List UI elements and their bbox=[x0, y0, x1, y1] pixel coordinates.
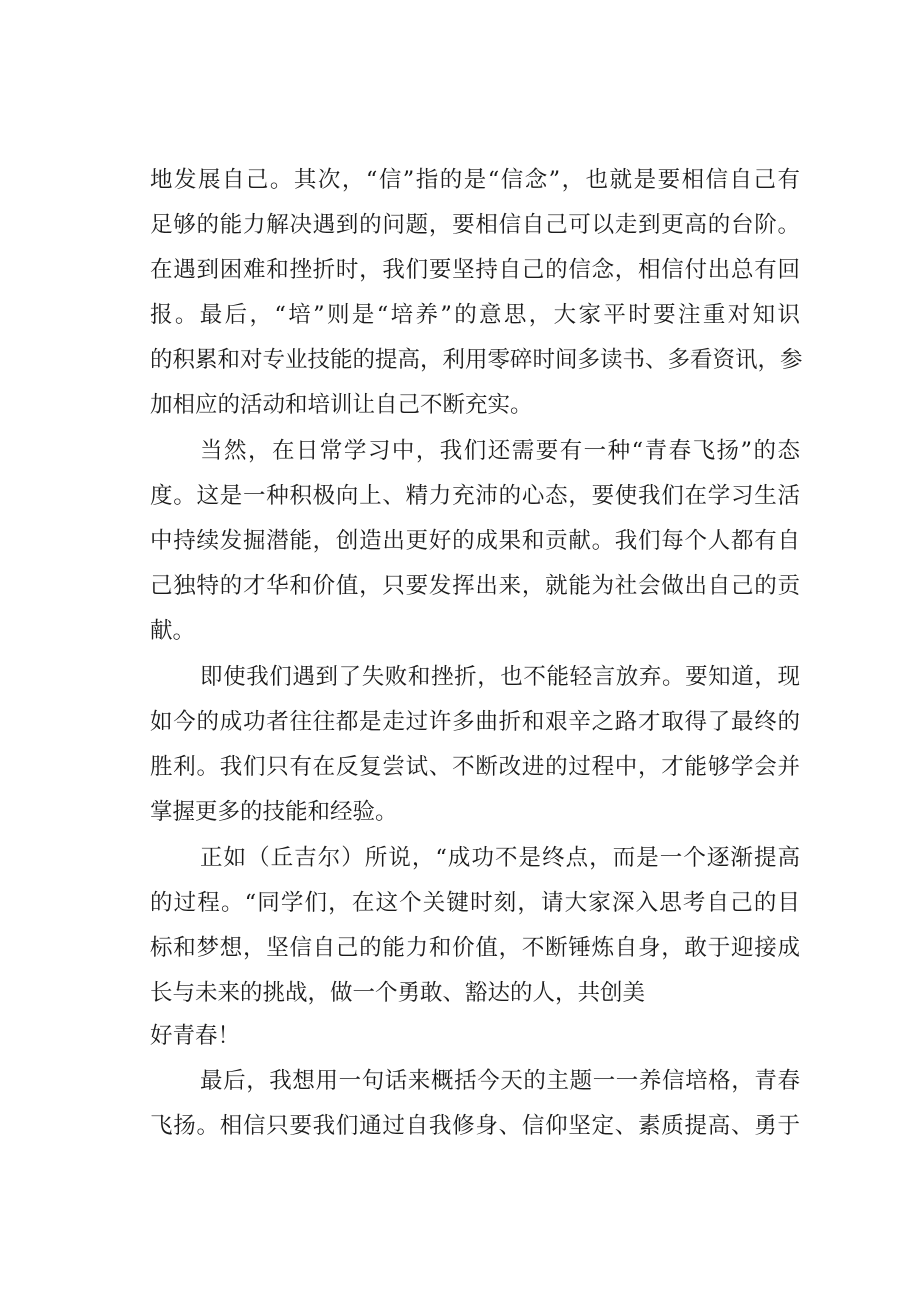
paragraph-first-line: 即使我们遇到了失败和挫折，也不能轻言放弃。要知道，现 bbox=[200, 664, 800, 690]
text-line: 报。最后，“培”则是“培养”的意思，大家平时要注重对知识 bbox=[150, 302, 800, 328]
text-line: 胜利。我们只有在反复尝试、不断改进的过程中，才能够学会并 bbox=[150, 754, 800, 780]
text-line: 在遇到困难和挫折时，我们要坚持自己的信念，相信付出总有回 bbox=[150, 257, 800, 283]
text-line: 的积累和对专业技能的提高，利用零碎时间多读书、多看资讯，参 bbox=[150, 347, 803, 373]
text-line: 献。 bbox=[150, 618, 196, 644]
text-line: 地发展自己。其次，“信”指的是“信念”，也就是要相信自己有 bbox=[150, 167, 800, 193]
text-line: 掌握更多的技能和经验。 bbox=[150, 799, 398, 825]
text-line: 足够的能力解决遇到的问题，要相信自己可以走到更高的台阶。 bbox=[150, 212, 800, 238]
paragraph-first-line: 最后，我想用一句话来概括今天的主题一一养信培格，青春 bbox=[200, 1068, 800, 1094]
text-line: 好青春！ bbox=[150, 1023, 241, 1049]
text-line: 如今的成功者往往都是走过许多曲折和艰辛之路才取得了最终的 bbox=[150, 709, 800, 735]
text-line: 中持续发掘潜能，创造出更好的成果和贡献。我们每个人都有自 bbox=[150, 528, 800, 554]
text-line: 飞扬。相信只要我们通过自我修身、信仰坚定、素质提高、勇于 bbox=[150, 1113, 800, 1139]
text-line: 己独特的才华和价值，只要发挥出来，就能为社会做出自己的贡 bbox=[150, 573, 800, 599]
text-line: 度。这是一种积极向上、精力充沛的心态，要使我们在学习生活 bbox=[150, 483, 800, 509]
text-line: 长与未来的挑战，做一个勇敢、豁达的人，共创美 bbox=[150, 980, 646, 1006]
text-line: 加相应的活动和培训让自己不断充实。 bbox=[150, 392, 533, 418]
paragraph-first-line: 当然，在日常学习中，我们还需要有一种“青春飞扬”的态 bbox=[200, 438, 800, 464]
text-line: 标和梦想，坚信自己的能力和价值，不断锤炼自身，敢于迎接成 bbox=[150, 935, 800, 961]
paragraph-first-line: 正如（丘吉尔）所说，“成功不是终点，而是一个逐渐提高 bbox=[200, 845, 800, 871]
text-line: 的过程。“同学们，在这个关键时刻，请大家深入思考自己的目 bbox=[150, 890, 800, 916]
